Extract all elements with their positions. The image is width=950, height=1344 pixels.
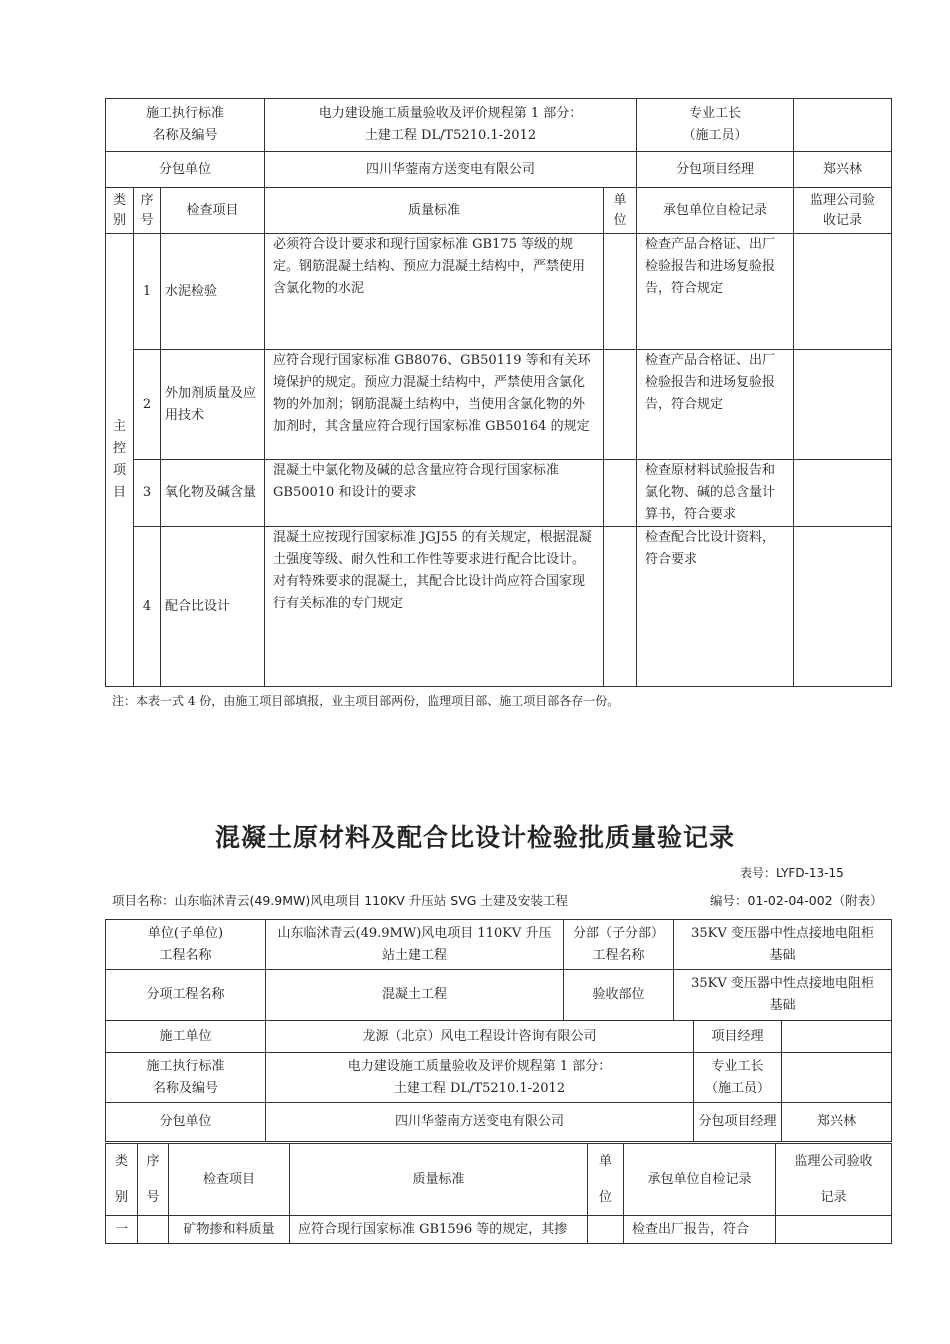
std-value: 电力建设施工质量验收及评价规程第 1 部分： 土建工程 DL/T5210.1-2012 [265,99,637,152]
std-value: 电力建设施工质量验收及评价规程第 1 部分： 土建工程 DL/T5210.1-2012 [266,1053,694,1103]
sub-unit-value: 四川华蓥南方送变电有限公司 [265,152,637,188]
row-seq: 2 [134,350,161,460]
code-number: 编号：01-02-04-002（附表） [710,893,883,908]
row-item: 外加剂质量及应用技术 [161,350,265,460]
row-supervisor[interactable] [794,527,892,687]
sub-unit-value: 四川华蓥南方送变电有限公司 [266,1103,694,1142]
row-supervisor[interactable] [794,234,892,350]
project-name: 项目名称：山东临沭青云(49.9MW)风电项目 110KV 升压站 SVG 土建及安装工程 [112,893,568,908]
sub-unit-label: 分包单位 [106,152,265,188]
row-seq [138,1216,169,1244]
unit-project-value: 山东临沭青云(49.9MW)风电项目 110KV 升压 站土建工程 [266,920,564,970]
accept-part-label: 验收部位 [564,970,674,1021]
sub-pm-value: 郑兴林 [794,152,892,188]
foreman-value[interactable] [782,1053,892,1103]
header-supervisor: 监理公司验 收记录 [794,188,892,234]
division-label: 分部（子分部） 工程名称 [564,920,674,970]
foreman-value[interactable] [794,99,892,152]
sub-pm-label: 分包项目经理 [637,152,794,188]
pm-value[interactable] [782,1021,892,1053]
row-self-check: 检查出厂报告，符合 [624,1216,776,1244]
category-main-control: 主 控 项 目 [106,234,134,687]
subitem-value: 混凝土工程 [266,970,564,1021]
foreman-label: 专业工长 （施工员） [637,99,794,152]
row-standard: 应符合现行国家标准 GB8076、GB50119 等和有关环境保护的规定。预应力混凝土结构中，严禁使用含氯化物的外加剂；钢筋混凝土结构中，当使用含氯化物的外加剂时，其含量应符合现行国家标准 GB50164 的规定 [265,350,604,460]
row-unit[interactable] [604,234,637,350]
second-inspection-table [105,1143,892,1244]
construction-unit-label: 施工单位 [106,1021,266,1053]
row-item: 配合比设计 [161,527,265,687]
division-value: 35KV 变压器中性点接地电阻柜 基础 [674,920,892,970]
header-category: 类 别 [106,188,134,234]
header-item: 检查项目 [161,188,265,234]
header-standard: 质量标准 [290,1144,588,1216]
sub-unit-label: 分包单位 [106,1103,266,1142]
row-seq: 4 [134,527,161,687]
unit-project-label: 单位(子单位) 工程名称 [106,920,266,970]
row-unit[interactable] [604,350,637,460]
row-standard: 混凝土中氯化物及碱的总含量应符合现行国家标准 GB50010 和设计的要求 [265,460,604,527]
row-supervisor[interactable] [794,460,892,527]
header-unit: 单 位 [604,188,637,234]
header-standard: 质量标准 [265,188,604,234]
header-unit: 单 位 [588,1144,624,1216]
table-number: 表号：LYFD-13-15 [740,866,844,880]
row-supervisor[interactable] [776,1216,892,1244]
header-self-check: 承包单位自检记录 [624,1144,776,1216]
page-title: 混凝土原材料及配合比设计检验批质量验记录 [214,823,735,852]
row-standard: 混凝土应按现行国家标准 JGJ55 的有关规定，根据混凝土强度等级、耐久性和工作性等要求进行配合比设计。对有特殊要求的混凝土，其配合比设计尚应符合国家现行有关标准的专门规定 [265,527,604,687]
row-seq: 3 [134,460,161,527]
row-item: 矿物掺和料质量 [169,1216,290,1244]
row-self-check: 检查配合比设计资料，符合要求 [637,527,794,687]
pm-label: 项目经理 [694,1021,782,1053]
header-supervisor: 监理公司验收 记录 [776,1144,892,1216]
row-standard: 应符合现行国家标准 GB1596 等的规定，其掺 [290,1216,588,1244]
header-category: 类 别 [106,1144,138,1216]
project-info-table [105,919,892,1142]
row-self-check: 检查产品合格证、出厂检验报告和进场复验报告，符合规定 [637,350,794,460]
foreman-label: 专业工长 （施工员） [694,1053,782,1103]
row-item: 氧化物及碱含量 [161,460,265,527]
header-seq: 序 号 [134,188,161,234]
header-item: 检查项目 [169,1144,290,1216]
header-seq: 序 号 [138,1144,169,1216]
row-item: 水泥检验 [161,234,265,350]
std-label: 施工执行标准 名称及编号 [106,1053,266,1103]
std-label: 施工执行标准 名称及编号 [106,99,265,152]
footnote: 注：本表一式 4 份，由施工项目部填报，业主项目部两份，监理项目部、施工项目部各存一份。 [112,694,620,708]
row-supervisor[interactable] [794,350,892,460]
row-category: 一 [106,1216,138,1244]
sub-pm-value: 郑兴林 [782,1103,892,1142]
header-self-check: 承包单位自检记录 [637,188,794,234]
row-self-check: 检查原材料试验报告和氯化物、碱的总含量计算书，符合要求 [637,460,794,527]
subitem-label: 分项工程名称 [106,970,266,1021]
row-seq: 1 [134,234,161,350]
row-standard: 必须符合设计要求和现行国家标准 GB175 等级的规定。钢筋混凝土结构、预应力混凝土结构中，严禁使用含氯化物的水泥 [265,234,604,350]
row-unit[interactable] [604,460,637,527]
sub-pm-label: 分包项目经理 [694,1103,782,1142]
row-unit[interactable] [588,1216,624,1244]
top-inspection-table [105,98,892,687]
accept-part-value: 35KV 变压器中性点接地电阻柜 基础 [674,970,892,1021]
construction-unit-value: 龙源（北京）风电工程设计咨询有限公司 [266,1021,694,1053]
row-self-check: 检查产品合格证、出厂检验报告和进场复验报告，符合规定 [637,234,794,350]
row-unit[interactable] [604,527,637,687]
